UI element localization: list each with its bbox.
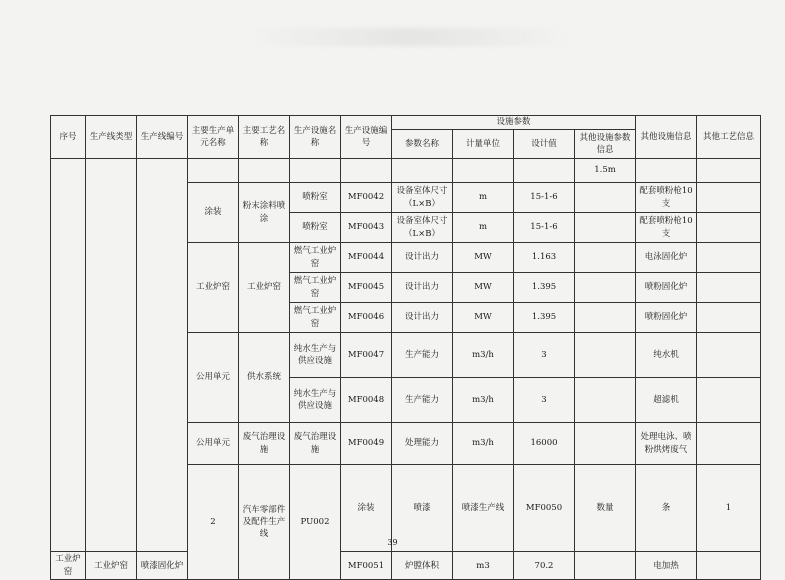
facility-code-cell: MF0048	[341, 378, 392, 423]
line-code-cell: PU002	[290, 465, 341, 580]
param-name-cell: 炉膛体积	[392, 552, 453, 580]
param-name-cell: 设备室体尺寸（L×B）	[392, 183, 453, 213]
facility-code-cell: MF0042	[341, 183, 392, 213]
param-name-cell: 处理能力	[392, 423, 453, 465]
process-cell: 喷漆	[392, 465, 453, 552]
facility-name-cell: 废气治理设施	[290, 423, 341, 465]
facility-code-cell: MF0043	[341, 213, 392, 243]
line-type-cell	[86, 159, 137, 552]
facility-code-cell: MF0047	[341, 333, 392, 378]
header-facility-code: 生产设施编号	[341, 116, 392, 159]
unit-cell: 工业炉窑	[51, 552, 86, 580]
unit-cell: 涂装	[341, 465, 392, 552]
facility-name-cell: 纯水生产与供应设施	[290, 333, 341, 378]
header-other-param-info: 其他设施参数信息	[575, 130, 636, 159]
other-facility-cell: 配套喷粉枪10支	[636, 213, 697, 243]
line-type-cell: 汽车零部件及配件生产线	[239, 465, 290, 580]
facility-code-cell: MF0051	[341, 552, 392, 580]
header-facility-name: 生产设施名称	[290, 116, 341, 159]
unit-cell: 公用单元	[188, 423, 239, 465]
header-unit: 计量单位	[453, 130, 514, 159]
other-facility-cell: 喷粉固化炉	[636, 303, 697, 333]
design-value-cell: 1	[697, 465, 761, 552]
facility-name-cell: 燃气工业炉窑	[290, 273, 341, 303]
header-unit-name: 主要生产单元名称	[188, 116, 239, 159]
design-value-cell: 15-1-6	[514, 183, 575, 213]
unit-cell: 公用单元	[188, 333, 239, 423]
unit-cell: 涂装	[188, 183, 239, 243]
other-facility-cell: 喷粉固化炉	[636, 273, 697, 303]
design-value-cell: 3	[514, 378, 575, 423]
process-cell: 工业炉窑	[86, 552, 137, 580]
design-value-cell: 1.395	[514, 303, 575, 333]
facility-code-cell: MF0045	[341, 273, 392, 303]
design-value-cell: 15-1-6	[514, 213, 575, 243]
param-name-cell: 设备室体尺寸（L×B）	[392, 213, 453, 243]
header-params-group: 设施参数	[392, 116, 636, 130]
facility-name-cell: 喷粉室	[290, 213, 341, 243]
unit-measure-cell: m	[453, 183, 514, 213]
other-facility-cell: 电加热	[636, 552, 697, 580]
unit-measure-cell: MW	[453, 243, 514, 273]
unit-measure-cell: 条	[636, 465, 697, 552]
header-other-process-info: 其他工艺信息	[697, 116, 761, 159]
design-value-cell: 70.2	[514, 552, 575, 580]
param-name-cell: 生产能力	[392, 333, 453, 378]
param-name-cell: 设计出力	[392, 273, 453, 303]
param-name-cell: 数量	[575, 465, 636, 552]
process-cell: 工业炉窑	[239, 243, 290, 333]
other-facility-cell: 纯水机	[636, 333, 697, 378]
param-name-cell: 生产能力	[392, 378, 453, 423]
seq-cell	[51, 159, 86, 552]
other-facility-cell: 超滤机	[636, 378, 697, 423]
design-value-cell: 16000	[514, 423, 575, 465]
seq-cell: 2	[188, 465, 239, 580]
process-cell: 废气治理设施	[239, 423, 290, 465]
unit-measure-cell: m3/h	[453, 423, 514, 465]
process-cell: 供水系统	[239, 333, 290, 423]
param-name-cell: 设计出力	[392, 243, 453, 273]
unit-measure-cell: MW	[453, 273, 514, 303]
unit-cell: 工业炉窑	[188, 243, 239, 333]
other-param-cell: 1.5m	[575, 159, 636, 183]
design-value-cell: 1.395	[514, 273, 575, 303]
page-number: 39	[387, 538, 398, 547]
facility-name-cell: 喷漆生产线	[453, 465, 514, 552]
header-design-value: 设计值	[514, 130, 575, 159]
header-param-name: 参数名称	[392, 130, 453, 159]
design-value-cell: 1.163	[514, 243, 575, 273]
facility-code-cell: MF0049	[341, 423, 392, 465]
facility-name-cell: 喷粉室	[290, 183, 341, 213]
other-facility-cell: 处理电泳、喷粉烘烤废气	[636, 423, 697, 465]
facility-code-cell: MF0044	[341, 243, 392, 273]
header-other-facility-info: 其他设施信息	[636, 116, 697, 159]
param-name-cell: 设计出力	[392, 303, 453, 333]
process-cell: 粉末涂料喷涂	[239, 183, 290, 243]
facility-code-cell: MF0046	[341, 303, 392, 333]
header-line-code: 生产线编号	[137, 116, 188, 159]
facility-name-cell: 纯水生产与供应设施	[290, 378, 341, 423]
unit-measure-cell: m3	[453, 552, 514, 580]
header-line-type: 生产线类型	[86, 116, 137, 159]
other-facility-cell: 配套喷粉枪10支	[636, 183, 697, 213]
header-seq: 序号	[51, 116, 86, 159]
facility-name-cell: 燃气工业炉窑	[290, 303, 341, 333]
header-process-name: 主要工艺名称	[239, 116, 290, 159]
facility-code-cell: MF0050	[514, 465, 575, 552]
unit-measure-cell: MW	[453, 303, 514, 333]
facility-name-cell: 燃气工业炉窑	[290, 243, 341, 273]
line-code-cell	[137, 159, 188, 552]
unit-measure-cell: m	[453, 213, 514, 243]
unit-measure-cell: m3/h	[453, 333, 514, 378]
table-row	[51, 159, 761, 183]
facility-name-cell: 喷漆固化炉	[137, 552, 188, 580]
other-facility-cell: 电泳固化炉	[636, 243, 697, 273]
bleed-through-shadow	[250, 28, 570, 46]
design-value-cell: 3	[514, 333, 575, 378]
facility-parameter-table	[50, 115, 761, 580]
unit-measure-cell: m3/h	[453, 378, 514, 423]
